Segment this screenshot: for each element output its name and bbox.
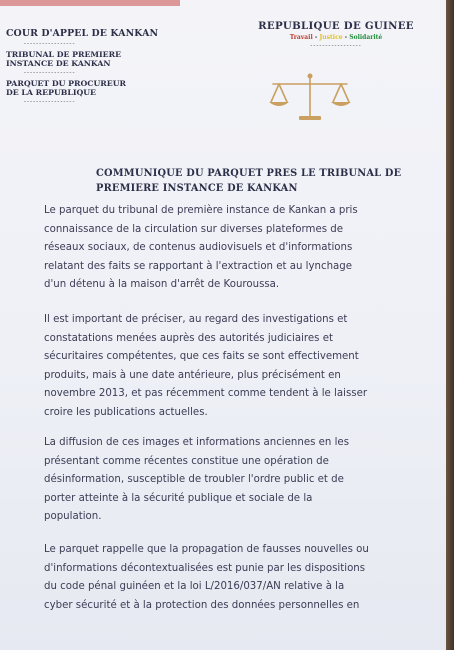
text-line: population.: [44, 511, 102, 522]
parquet-label: [6, 79, 166, 97]
paragraph-3: [44, 434, 402, 527]
republique-label: REPUBLIQUE DE GUINEE: [258, 20, 414, 32]
divider-dots: -----------------: [24, 98, 76, 105]
tribunal-line-1: TRIBUNAL DE PREMIERE: [6, 50, 122, 59]
text-line: cyber sécurité et à la protection des données personnelles en: [44, 599, 360, 611]
motto-word-3: Solidarité: [349, 34, 383, 41]
text-line: produits, mais à une date antérieure, plus précisément en: [44, 369, 341, 381]
motto-separator: -: [314, 34, 318, 41]
parquet-line-1: PARQUET DU PROCUREUR: [6, 79, 126, 88]
tribunal-line-2: INSTANCE DE KANKAN: [6, 59, 111, 68]
national-motto: [246, 34, 426, 41]
text-line: porter atteinte à la sécurité publique et sociale de la: [44, 492, 313, 504]
text-line: novembre 2013, et pas récemment comme tendent à le laisser: [44, 388, 368, 399]
text-line: du code pénal guinéen et la loi L/2016/037/AN relative à la: [44, 581, 345, 592]
text-line: Le parquet du tribunal de première instance de Kankan a pris: [44, 205, 358, 216]
header-right: [246, 20, 426, 52]
motto-word-1: Travail: [289, 34, 313, 41]
divider-dots: -----------------: [24, 40, 76, 47]
text-line: sécuritaires compétentes, que ces faits se sont effectivement: [44, 351, 359, 362]
text-line: Le parquet rappelle que la propagation de fausses nouvelles ou: [44, 544, 369, 555]
motto-word-2: Justice: [319, 34, 343, 41]
divider-dots: -----------------: [310, 42, 362, 49]
header-left: [6, 28, 166, 108]
tribunal-label: [6, 50, 166, 68]
text-line: constatations menées auprès des autorités judiciaires et: [44, 332, 333, 344]
paragraph-2: [44, 311, 402, 422]
motto-separator: -: [344, 34, 348, 41]
top-edge-mark: [0, 0, 180, 6]
text-line: d'informations décontextualisées est punie par les dispositions: [44, 562, 366, 574]
title-line-1: COMMUNIQUE DU PARQUET PRES LE TRIBUNAL DE: [96, 168, 402, 179]
text-line: présentant comme récentes constitue une opération de: [44, 455, 329, 467]
paragraph-4: [44, 541, 402, 615]
communique-title: [96, 166, 436, 196]
text-line: d'un détenu à la maison d'arrêt de Kouroussa.: [44, 279, 280, 290]
text-line: relatant des faits se rapportant à l'extraction et au lynchage: [44, 260, 353, 272]
text-line: réseaux sociaux, de contenus audiovisuels et d'informations: [44, 242, 353, 253]
text-line: Il est important de préciser, au regard des investigations et: [44, 314, 348, 325]
text-line: connaissance de la circulation sur diverses plateformes de: [44, 223, 344, 235]
text-line: La diffusion de ces images et informations anciennes en les: [44, 437, 349, 448]
page-edge-shadow: [446, 0, 454, 650]
scales-of-justice-icon: [265, 70, 355, 124]
paragraph-1: [44, 202, 402, 295]
title-line-2: PREMIERE INSTANCE DE KANKAN: [96, 183, 298, 194]
parquet-line-2: DE LA REPUBLIQUE: [6, 88, 97, 97]
divider-dots: -----------------: [24, 69, 76, 76]
text-line: désinformation, susceptible de troubler l'ordre public et de: [44, 474, 344, 485]
cour-appel-label: COUR D'APPEL DE KANKAN: [6, 28, 159, 39]
text-line: croire les publications actuelles.: [44, 406, 208, 418]
